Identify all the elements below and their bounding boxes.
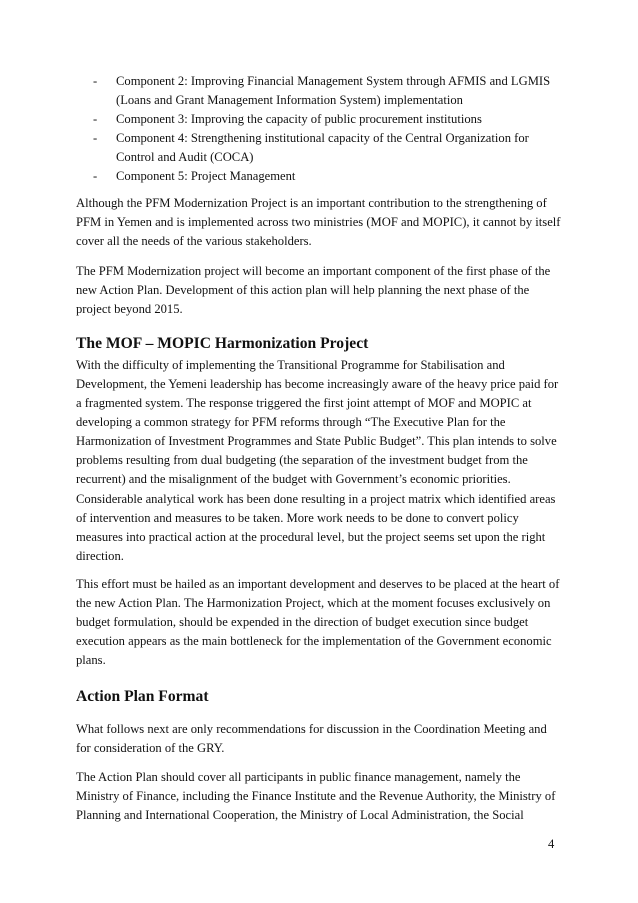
component-list xyxy=(93,72,563,186)
list-item xyxy=(93,129,563,167)
list-item-text: Component 2: Improving Financial Management System through AFMIS and LGMIS (Loans and Grant Management Information System) implementation xyxy=(116,74,551,107)
paragraph-transitional-programme: With the difficulty of implementing the Transitional Programme for Stabilisation and Development, the Yemeni leadership has become increasingly aware of the heavy price paid for a fragmented system. The response triggered the first joint attempt of MOF and MOPIC at developing a common strategy for PFM reforms through “The Executive Plan for the Harmonization of Investment Programmes and State Public Budget”. This plan intends to solve problems resulting from dual budgeting (the separation of the investment budget from the recurrent) and the misalignment of the budget with Government’s economic priorities. xyxy=(76,358,559,486)
paragraph-action-plan-scope: The Action Plan should cover all participants in public finance management, namely the Ministry of Finance, including the Finance Institute and the Revenue Authority, the Ministry of Planning and International Cooperation, the Ministry of Local Administration, the Social xyxy=(76,770,556,822)
paragraph-analytical-work: Considerable analytical work has been done resulting in a project matrix which identified areas of intervention and measures to be taken. More work needs to be done to convert policy measures into practical action at the procedural level, but the project seems set upon the right direction. xyxy=(76,492,556,563)
paragraph-important-development: This effort must be hailed as an important development and deserves to be placed at the heart of the new Action Plan. The Harmonization Project, which at the moment focuses exclusively on budget formulation, should be expended in the direction of budget execution since budget execution appears as the main bottleneck for the implementation of the Government economic plans. xyxy=(76,577,560,667)
paragraph-pfm-modernization: The PFM Modernization project will become an important component of the first phase of the new Action Plan. Development of this action plan will help planning the next phase of the project beyond 2015. xyxy=(76,264,551,316)
list-item-text: Component 5: Project Management xyxy=(116,169,296,183)
page-number: 4 xyxy=(548,837,555,851)
list-item xyxy=(93,72,563,110)
list-dash: - xyxy=(93,169,98,183)
list-item xyxy=(93,110,563,129)
heading-action-plan-format: Action Plan Format xyxy=(76,688,209,705)
list-item xyxy=(93,167,563,186)
paragraph-pfm-contribution: Although the PFM Modernization Project is an important contribution to the strengthening of PFM in Yemen and is implemented across two ministries (MOF and MOPIC), it cannot by itself cover all the needs of the various stakeholders. xyxy=(76,196,561,248)
list-item-text: Component 3: Improving the capacity of public procurement institutions xyxy=(116,112,482,126)
heading-mof-mopic-harmonization: The MOF – MOPIC Harmonization Project xyxy=(76,335,369,352)
list-dash: - xyxy=(93,112,98,126)
list-dash: - xyxy=(93,74,98,88)
paragraph-recommendations: What follows next are only recommendations for discussion in the Coordination Meeting and for consideration of the GRY. xyxy=(76,722,547,755)
list-item-text: Component 4: Strengthening institutional capacity of the Central Organization for Control and Audit (COCA) xyxy=(116,131,529,164)
list-dash: - xyxy=(93,131,98,145)
